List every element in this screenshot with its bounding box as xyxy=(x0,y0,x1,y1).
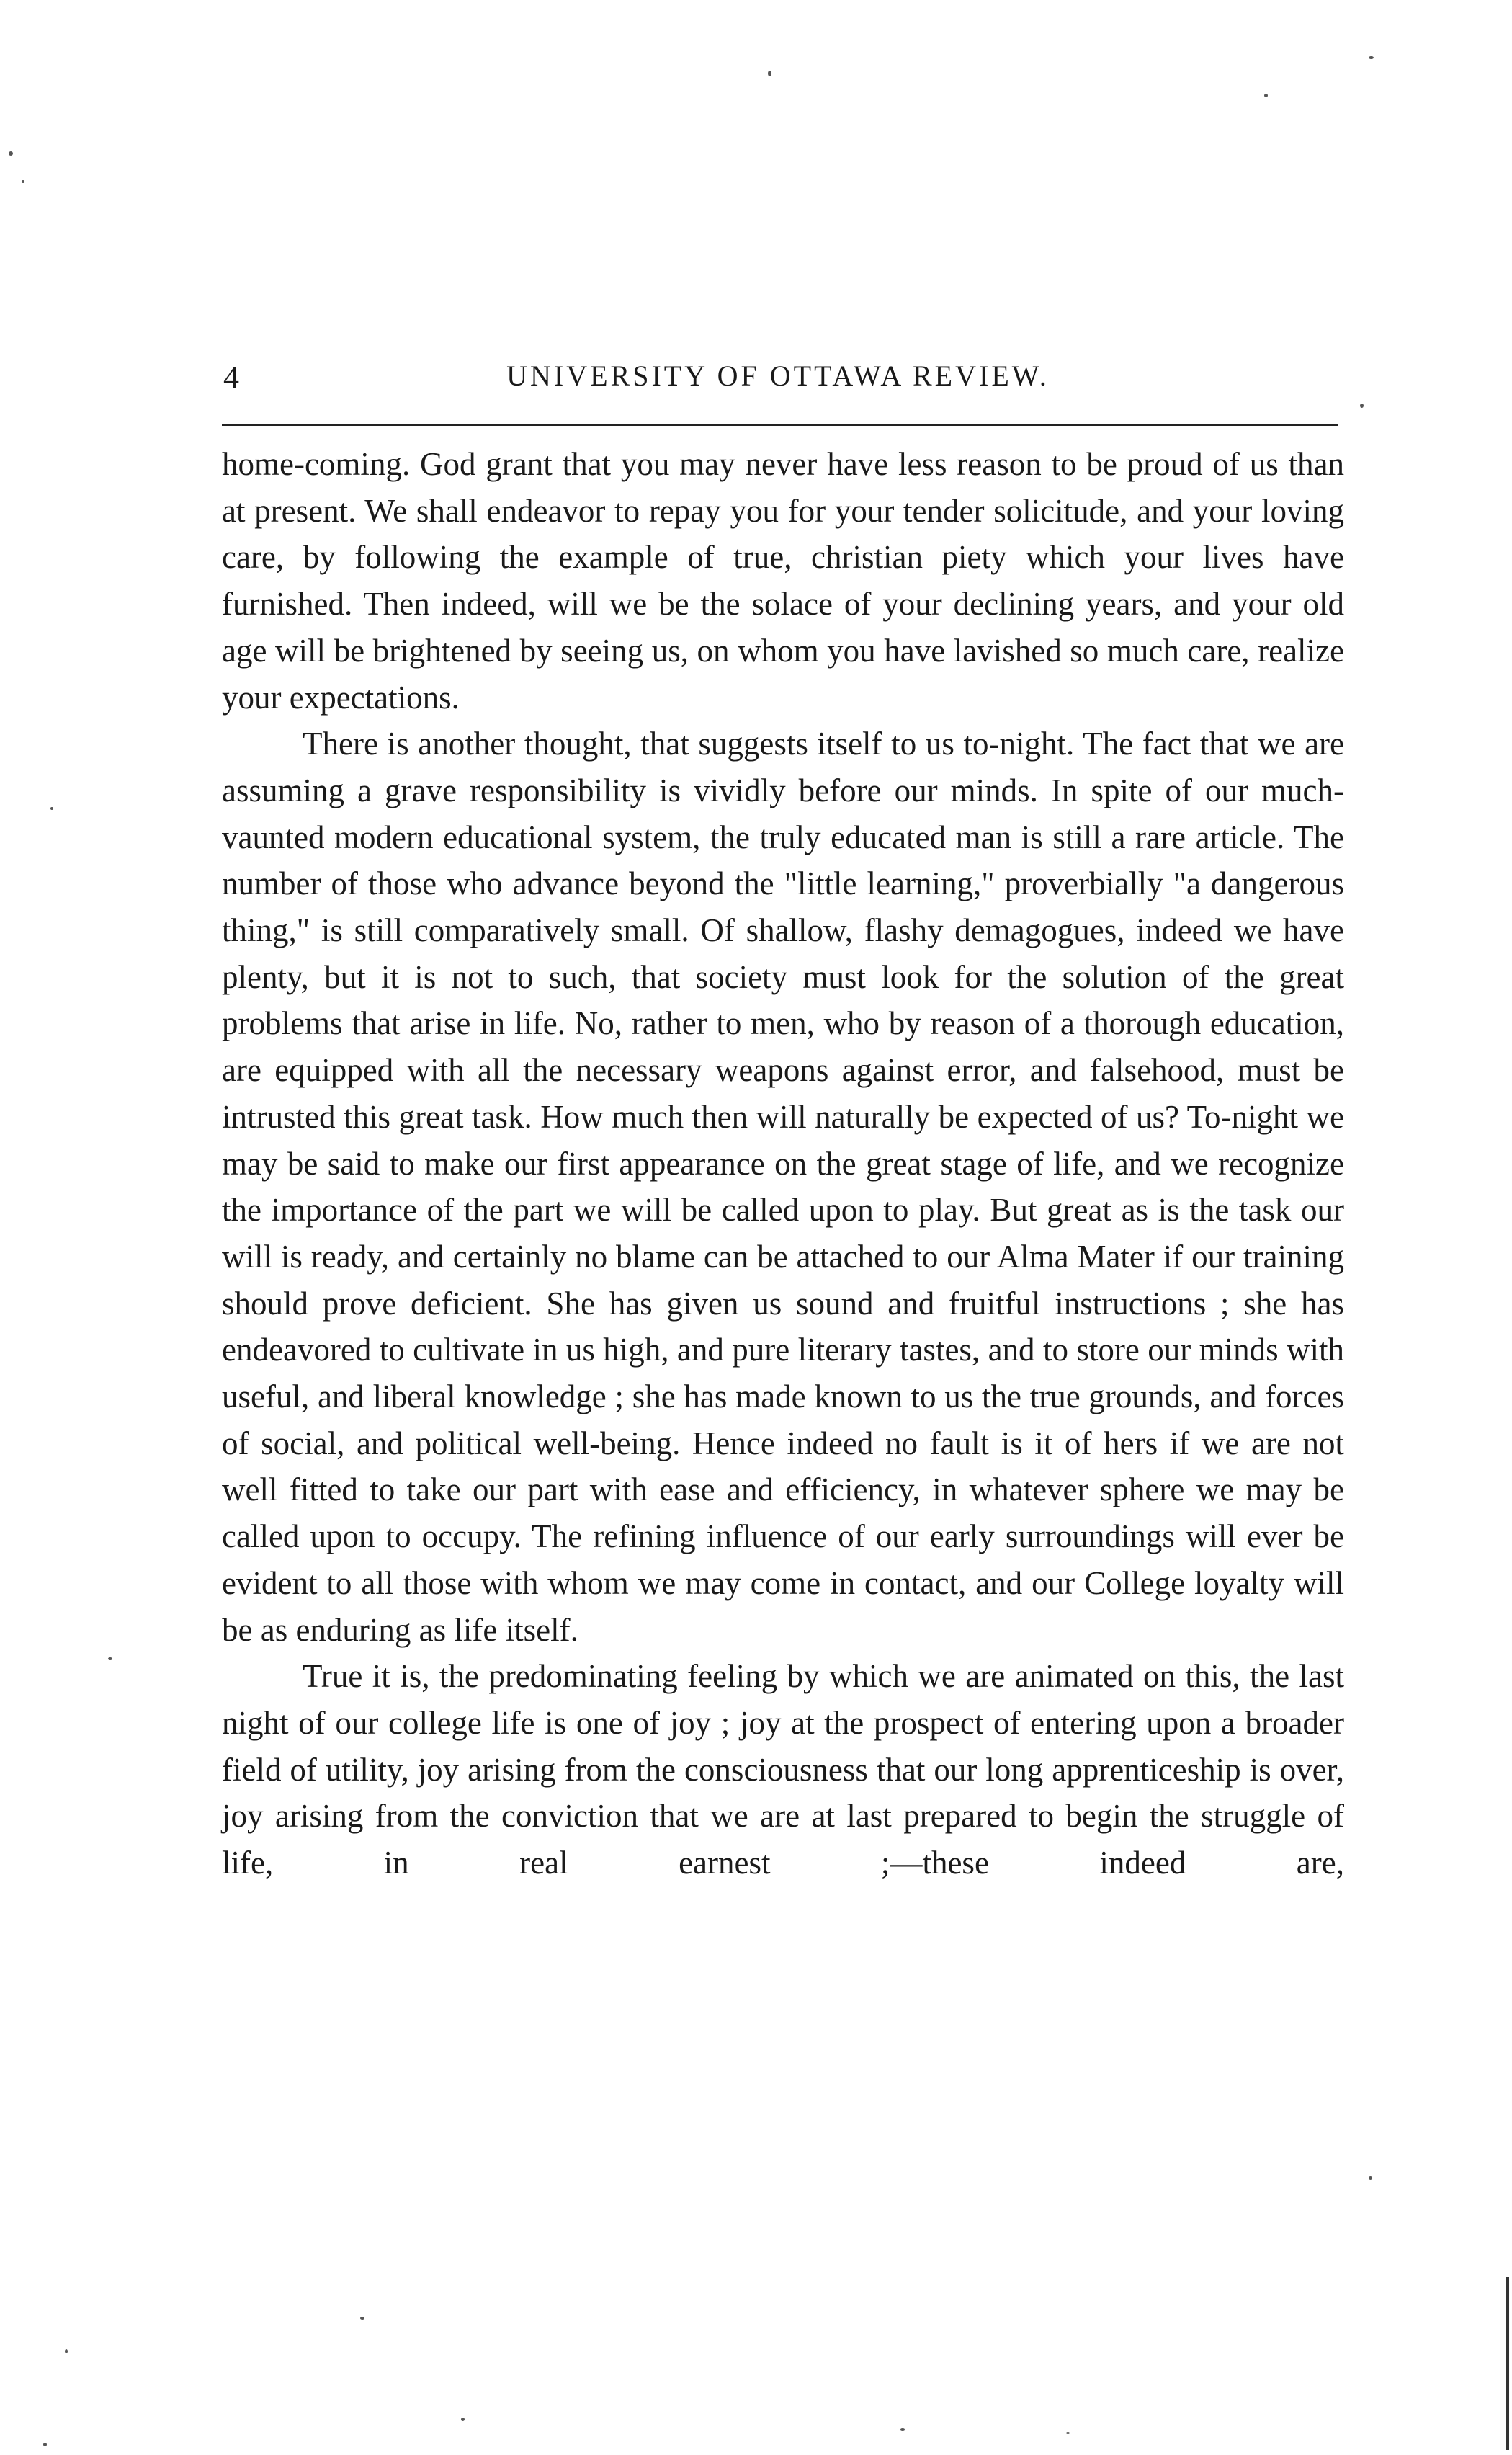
running-title: UNIVERSITY OF OTTAWA REVIEW. xyxy=(506,360,1050,392)
scan-speck xyxy=(1360,404,1364,408)
paragraph-1: home-coming. God grant that you may never have less reason to be proud of us than at present. We shall endeavor to repay you for your tender solicitude, and your loving care, by following the example of true, christian piety which your lives have furnished. Then indeed, will we be the solace of your declining years, and your old age will be brightened by seeing us, on whom you have lavished so much care, realize your expectations. xyxy=(222,446,1344,716)
scan-edge-mark xyxy=(1506,2277,1509,2450)
page-number: 4 xyxy=(223,360,240,395)
scan-speck xyxy=(1066,2432,1070,2434)
scan-speck xyxy=(43,2443,47,2446)
body-text xyxy=(222,441,1344,1886)
scan-speck xyxy=(50,807,53,810)
scan-speck xyxy=(1264,94,1268,97)
page-header xyxy=(216,359,1340,409)
scan-speck xyxy=(22,180,24,183)
paragraph-2: There is another thought, that suggests itself to us to-night. The fact that we are assuming a grave responsibility is vividly before our minds. In spite of our much-vaunted modern educational system, the truly educated man is still a rare article. The number of those who advance beyond the "little learning," proverbially "a dangerous thing," is still comparatively small. Of shallow, flashy demagogues, indeed we have plenty, but it is not to such, that society must look for the solution of the great problems that arise in life. No, rather to men, who by reason of a thorough education, are equipped with all the necessary weapons against error, and falsehood, must be intrusted this great task. How much then will naturally be expected of us? To-night we may be said to make our first appearance on the great stage of life, and we recognize the importance of the part we will be called upon to play. But great as is the task our will is ready, and certainly no blame can be attached to our Alma Mater if our training should prove deficient. She has given us sound and fruitful instructions ; she has endeavored to cultivate in us high, and pure literary tastes, and to store our minds with useful, and liberal knowledge ; she has made known to us the true grounds, and forces of social, and political well-being. Hence indeed no fault is it of hers if we are not well fitted to take our part with ease and efficiency, in whatever sphere we may be called upon to occupy. The refining influence of our early surroundings will ever be evident to all those with whom we may come in contact, and our College loyalty will be as enduring as life itself. xyxy=(222,726,1344,1648)
scan-speck xyxy=(108,1657,112,1660)
scan-speck xyxy=(900,2428,905,2431)
scan-speck xyxy=(9,151,13,156)
scan-speck xyxy=(65,2349,68,2353)
header-rule xyxy=(222,424,1338,426)
scan-speck xyxy=(768,71,771,76)
scan-speck xyxy=(461,2418,465,2421)
scan-speck xyxy=(1369,2176,1372,2180)
scan-speck xyxy=(360,2317,364,2320)
scan-speck xyxy=(1369,56,1374,59)
paragraph-3: True it is, the predominating feeling by which we are animated on this, the last night of our college life is one of joy ; joy at the prospect of entering upon a broader field of utility, joy arising from the consciousness that our long apprenticeship is over, joy arising from the conviction that we are at last prepared to begin the struggle of life, in real earnest ;—these indeed are, xyxy=(222,1658,1344,1881)
